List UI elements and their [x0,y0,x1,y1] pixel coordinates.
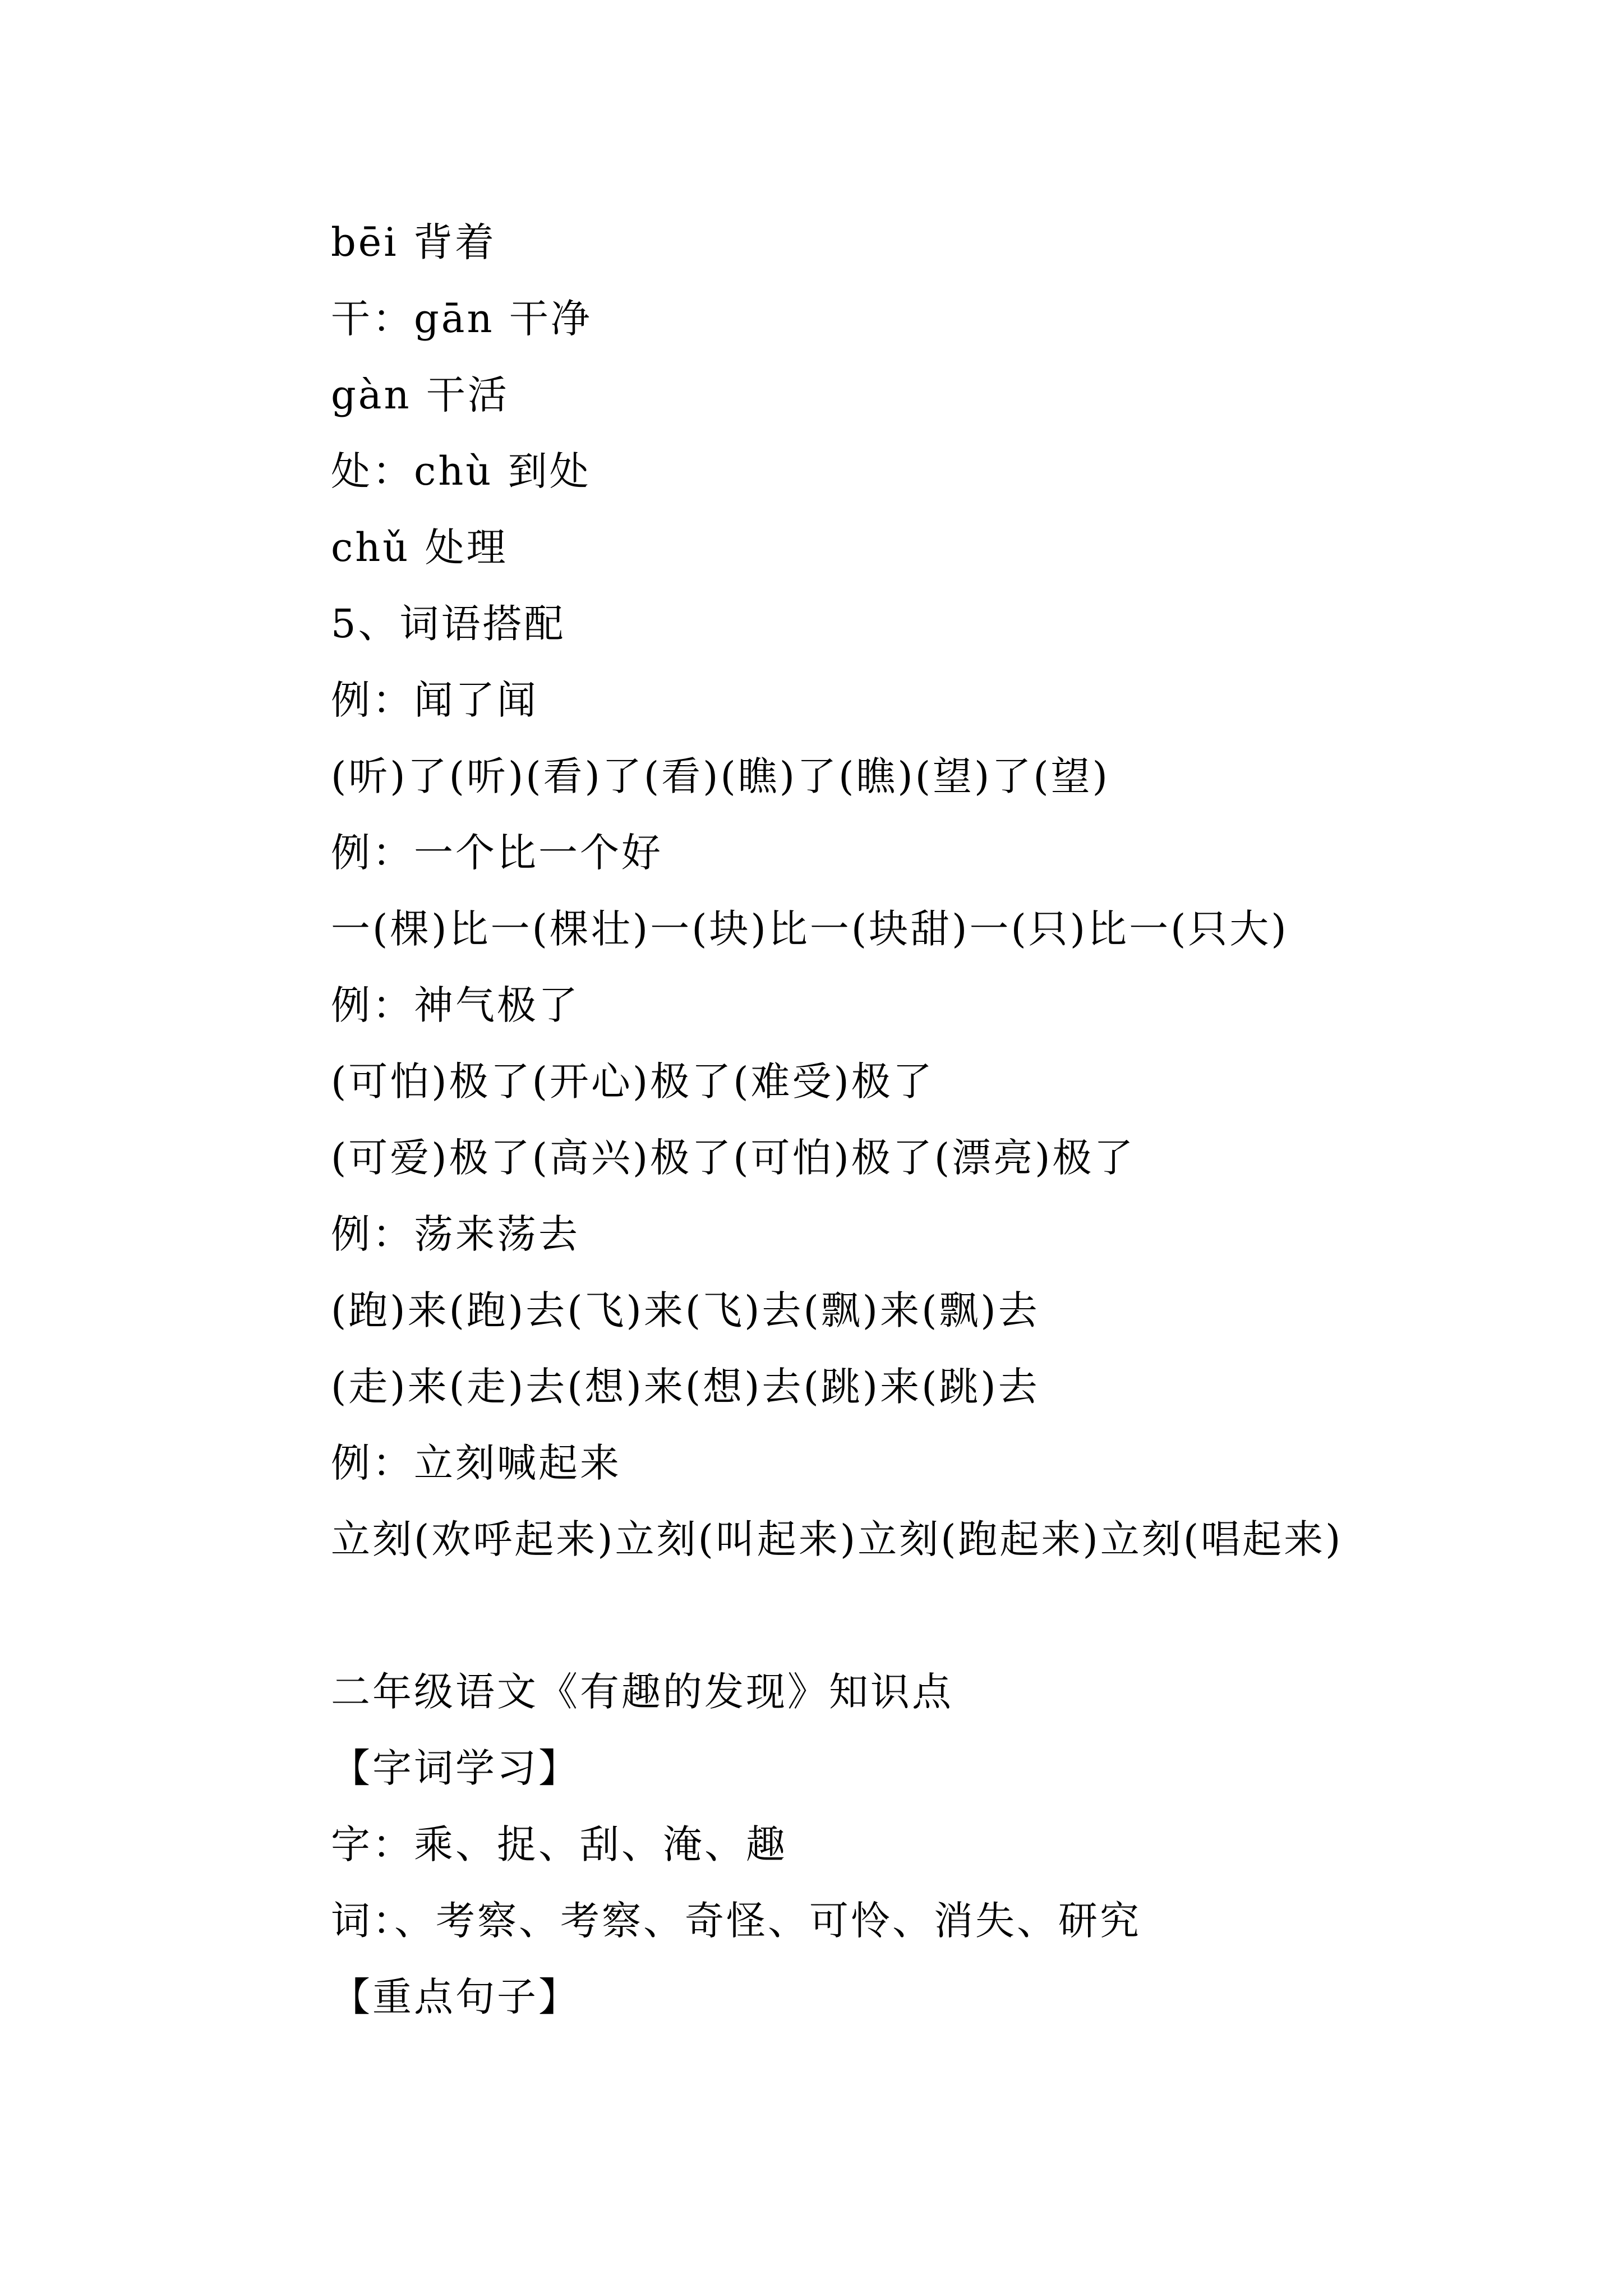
text-line: (跑)来(跑)去(飞)来(飞)去(飘)来(飘)去 [331,1287,1040,1333]
text-line: 例：荡来荡去 [331,1211,580,1257]
text-line: 例：立刻喊起来 [331,1440,621,1486]
text-line: (走)来(走)去(想)来(想)去(跳)来(跳)去 [331,1364,1040,1410]
text-line: 例：一个比一个好 [331,830,663,876]
text-line: 例：神气极了 [331,982,580,1028]
text-line: 一(棵)比一(棵壮)一(块)比一(块甜)一(只)比一(只大) [331,906,1289,952]
text-line: chǔ 处理 [331,524,508,570]
text-line: 处：chù 到处 [331,448,591,494]
text-line: 词：、考察、考察、奇怪、可怜、消失、研究 [331,1898,1141,1944]
text-line: (可爱)极了(高兴)极了(可怕)极了(漂亮)极了 [331,1135,1136,1181]
section-heading: 【字词学习】 [331,1745,580,1791]
text-line: 字：乘、捉、刮、淹、趣 [331,1821,787,1867]
text-line: 例：闻了闻 [331,677,538,723]
section-heading: 5、词语搭配 [331,601,566,647]
wrapped-paragraph: 立刻(欢呼起来)立刻(叫起来)立刻(跑起来)立刻(唱起来) [331,1516,1343,1562]
text-line: (听)了(听)(看)了(看)(瞧)了(瞧)(望)了(望) [331,753,1110,799]
article-title: 二年级语文《有趣的发现》知识点 [331,1669,953,1715]
text-line: gàn 干活 [331,372,509,418]
text-line: 干：gān 干净 [331,296,592,342]
text-line: (可怕)极了(开心)极了(难受)极了 [331,1059,934,1105]
text-line: bēi 背着 [331,219,496,265]
section-heading: 【重点句子】 [331,1974,580,2020]
